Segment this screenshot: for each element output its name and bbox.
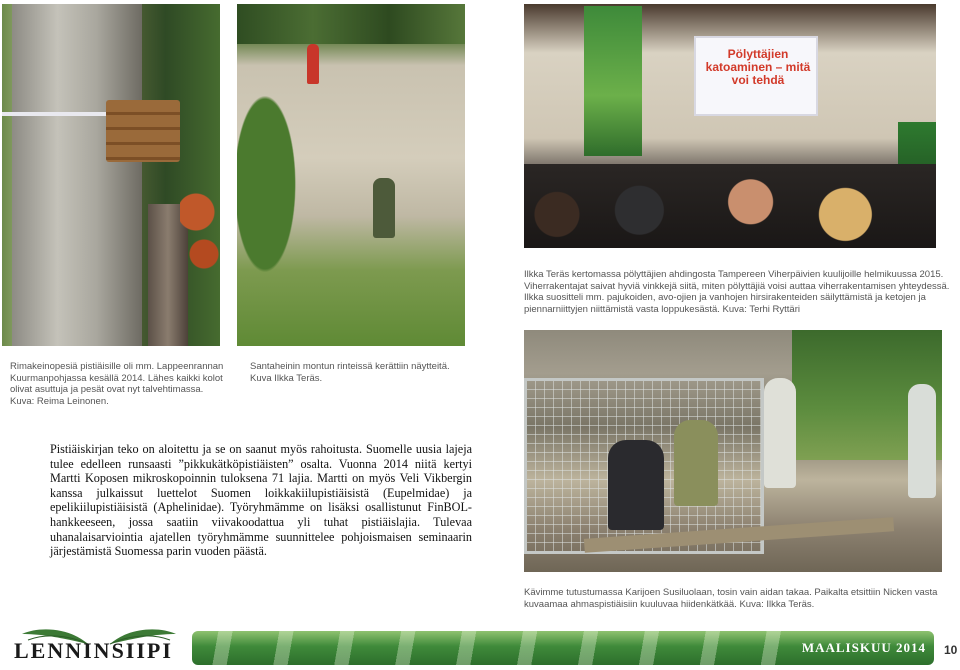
caption-cave-visit: Kävimme tutustumassa Karijoen Susiluolaan, tosin vain aidan takaa. Paikalta etsittiin Nicken vasta kuvaamaa ahmaspistiäisiin kuuluvaa hiidenkätkää. Kuva: Ilkka Teräs. [524, 587, 938, 610]
person-leaning [674, 420, 718, 506]
person-with-net [764, 378, 796, 488]
photo-tree-nest-block [2, 4, 220, 346]
caption-sand-pit: Santaheinin montun rinteissä kerättiin näytteitä. Kuva Ilkka Teräs. [250, 361, 450, 384]
caption-tree-nest: Rimakeinopesiä pistiäisille oli mm. Lappeenrannan Kuurmanpohjassa kesällä 2014. Lähes kaikki kolot olivat asuttuja ja pesät ovat nyt talvehtimassa. Kuva: Reima Leinonen. [10, 361, 224, 407]
event-banner [584, 6, 642, 156]
treeline [237, 4, 465, 44]
audience [524, 164, 936, 248]
issue-label: MAALISKUU 2014 [801, 640, 926, 655]
person-standing [908, 384, 936, 498]
photo-sand-pit [237, 4, 465, 346]
photo-cave-fence [524, 330, 942, 572]
autumn-leaves [180, 164, 220, 284]
tree-trunk [12, 4, 142, 346]
nest-block [106, 100, 180, 162]
page-number: 10 [944, 643, 958, 657]
magazine-logo [14, 624, 180, 666]
projection-screen [694, 36, 818, 116]
slide-title: Pölyttäjien katoaminen – mitä voi tehdä [705, 47, 811, 87]
person-collector [373, 178, 395, 238]
footer-band [192, 631, 934, 665]
person-red-jacket [307, 44, 319, 84]
logo-text: LENNINSIIPI [14, 638, 173, 663]
person-crouching [608, 440, 664, 530]
caption-presentation: Ilkka Teräs kertomassa pölyttäjien ahdingosta Tampereen Viherpäivien kuulijoille helmikuussa 2015. Viherrakentajat saivat hyviä vinkkejä siitä, miten pölyttäjiä voisi auttaa viherrakentamisen yhteydessä. Ilkka suositteli mm. pajukoiden, avo-ojien ja vanhojen hirsirakenteiden säilyttämistä ja ketojen ja piennarniittyjen niittämistä vasta loppukesästä. Kuva: Terhi Ryttäri [524, 269, 950, 315]
photo-presentation [524, 4, 936, 248]
bush [237, 64, 307, 304]
wing-pattern [192, 631, 792, 665]
article-body: Pistiäiskirjan teko on aloitettu ja se on saanut myös rahoitusta. Suomelle uusia lajeja tulee edelleen runsaasti ”pikkukätköpistiäisten” osalta. Vuonna 2014 niitä kertyi Martti Koposen mikroskopoinnin tuloksena 71 lajia. Martti on myös Veli Vikbergin kanssa julkaissut luettelot Suomen loikkakiilupistiäisistä (Eupelmidae) ja epelikiilupistiäisistä (Aphelinidae). Työryhmämme on lisäksi osallistunut FinBOL-hankkeeseen, jossa saatiin viivakoodattua yli tuhat pistiäislajia. Tulevaa uhanalaisarviointia ajatellen työryhmämme suunnittelee pohjoismaisen seminaarin järjestämistä Suomessa parin vuoden päästä. [50, 442, 472, 559]
